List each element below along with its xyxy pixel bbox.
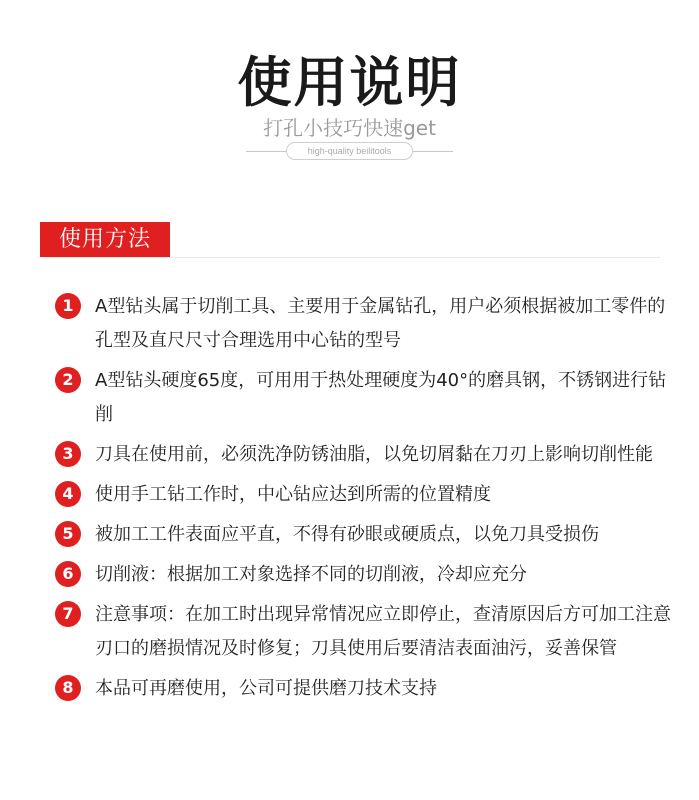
list-item-text: A型钻头属于切削工具、主要用于金属钻孔，用户必须根据被加工零件的孔型及直尺尺寸合理选用中心钻的型号 [95, 296, 666, 351]
list-item [55, 598, 675, 666]
number-badge: 2 [55, 367, 81, 393]
list-item [55, 672, 675, 706]
list-item [55, 518, 675, 552]
page-title: 使用说明 [237, 51, 462, 114]
list-item-text: 使用手工钻工作时，中心钻应达到所需的位置精度 [95, 484, 491, 505]
number-badge: 8 [55, 675, 81, 701]
instruction-list [55, 290, 675, 712]
number-badge: 4 [55, 481, 81, 507]
list-item [55, 558, 675, 592]
page-subtitle: 打孔小技巧快速get [263, 116, 436, 140]
list-item-text: 切削液：根据加工对象选择不同的切削液，冷却应充分 [95, 564, 527, 585]
list-item-text: 注意事项：在加工时出现异常情况应立即停止，查清原因后方可加工注意刃口的磨损情况及时修复；刀具使用后要清洁表面油污，妥善保管 [95, 604, 671, 659]
number-badge: 6 [55, 561, 81, 587]
list-item-text: 被加工工件表面应平直，不得有砂眼或硬质点，以免刀具受损伤 [95, 524, 599, 545]
section-header: 使用方法 [40, 222, 170, 258]
number-badge: 5 [55, 521, 81, 547]
number-badge: 7 [55, 601, 81, 627]
number-badge: 3 [55, 441, 81, 467]
list-item [55, 290, 675, 358]
list-item-text: 本品可再磨使用，公司可提供磨刀技术支持 [95, 678, 437, 699]
list-item [55, 478, 675, 512]
tagline-row [246, 142, 453, 162]
list-item [55, 438, 675, 472]
tagline-divider-left [246, 151, 286, 152]
list-item-text: 刀具在使用前，必须洗净防锈油脂，以免切屑黏在刀刃上影响切削性能 [95, 444, 653, 465]
section-divider [40, 257, 660, 258]
number-badge: 1 [55, 293, 81, 319]
tagline-badge: high-quality beilitools [286, 142, 413, 160]
list-item [55, 364, 675, 432]
list-item-text: A型钻头硬度65度，可用用于热处理硬度为40°的磨具钢，不锈钢进行钻削 [95, 370, 667, 425]
tagline-divider-right [413, 151, 453, 152]
